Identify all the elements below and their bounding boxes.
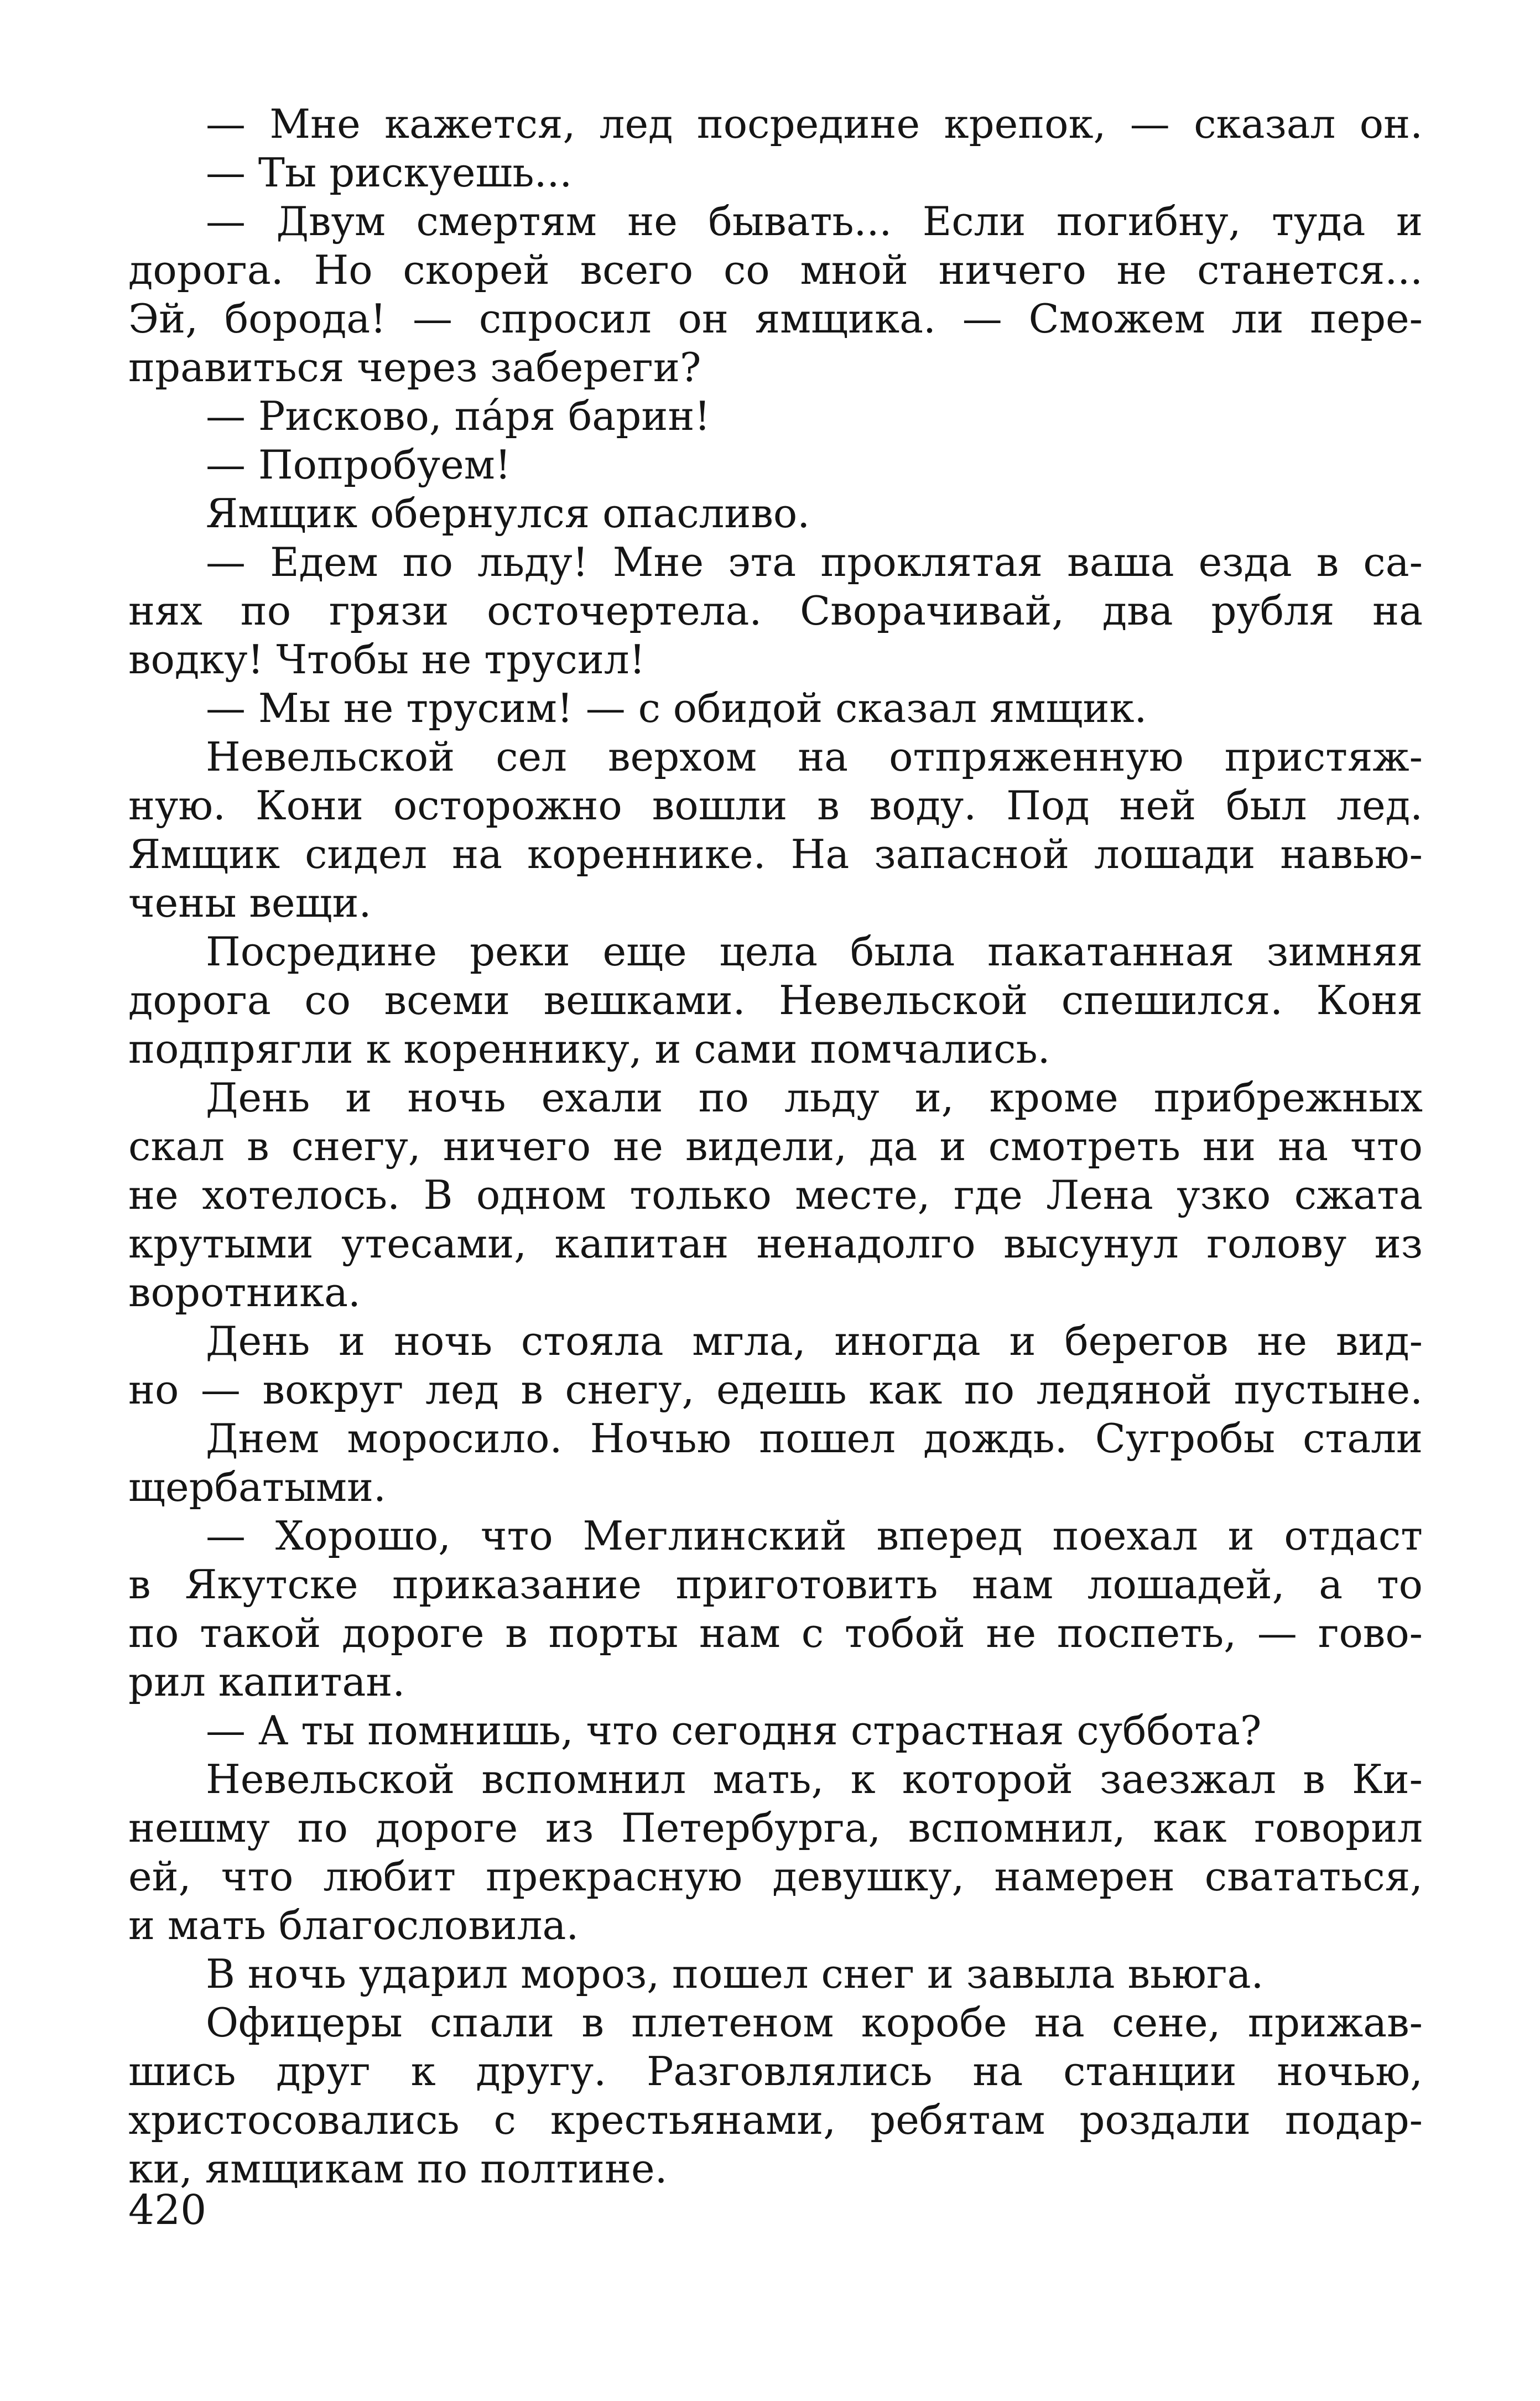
text-line: — Двум смертям не бывать... Если погибну, туда и: [206, 198, 1423, 245]
text-line: шись друг к другу. Разговлялись на станции ночью,: [128, 2048, 1423, 2095]
body-text: [128, 100, 1423, 2193]
text-line: но — вокруг лед в снегу, едешь как по ледяной пустыне.: [128, 1366, 1423, 1413]
text-line: Офицеры спали в плетеном коробе на сене, прижав-: [206, 1999, 1423, 2046]
text-line: — Ты рискуешь...: [206, 149, 573, 196]
text-line: дорога со всеми вешками. Невельской спешился. Коня: [128, 977, 1423, 1023]
text-line: — Рисково, пáря барин!: [206, 393, 711, 439]
text-line: ки, ямщикам по полтине.: [128, 2145, 668, 2192]
text-line: ей, что любит прекрасную девушку, намерен свататься,: [128, 1853, 1423, 1900]
text-line: скал в снегу, ничего не видели, да и смотреть ни на что: [128, 1123, 1423, 1170]
text-line: День и ночь ехали по льду и, кроме прибрежных: [206, 1074, 1423, 1121]
text-line: — Хорошо, что Меглинский вперед поехал и отдаст: [206, 1513, 1423, 1559]
text-line: нешму по дороге из Петербурга, вспомнил, как говорил: [128, 1805, 1423, 1851]
text-line: — А ты помнишь, что сегодня страстная суббота?: [206, 1707, 1262, 1754]
text-line: рил капитан.: [128, 1659, 405, 1705]
text-line: дорога. Но скорей всего со мной ничего не станется...: [128, 247, 1423, 293]
text-line: Ямщик сидел на кореннике. На запасной лошади навью-: [128, 831, 1423, 877]
text-line: и мать благословила.: [128, 1902, 579, 1948]
text-line: ную. Кони осторожно вошли в воду. Под ней был лед.: [128, 782, 1423, 829]
page-number: 420: [128, 2186, 207, 2234]
text-line: Посредине реки еще цела была пакатанная зимняя: [206, 928, 1423, 975]
text-line: Днем моросило. Ночью пошел дождь. Сугробы стали: [206, 1415, 1423, 1462]
text-line: в Якутске приказание приготовить нам лошадей, а то: [128, 1561, 1423, 1608]
text-line: по такой дороге в порты нам с тобой не поспеть, — гово-: [128, 1610, 1423, 1656]
text-line: Невельской сел верхом на отпряженную пристяж-: [206, 734, 1423, 780]
text-line: Невельской вспомнил мать, к которой заезжал в Ки-: [206, 1756, 1423, 1802]
text-line: — Попробуем!: [206, 441, 511, 488]
text-line: Ямщик обернулся опасливо.: [206, 490, 810, 537]
text-line: Эй, борода! — спросил он ямщика. — Сможем ли пере-: [128, 295, 1423, 342]
text-line: водку! Чтобы не трусил!: [128, 636, 646, 683]
text-line: В ночь ударил мороз, пошел снег и завыла вьюга.: [206, 1951, 1264, 1997]
text-line: — Мне кажется, лед посредине крепок, — сказал он.: [206, 101, 1423, 147]
text-line: — Едем по льду! Мне эта проклятая ваша езда в са-: [206, 539, 1423, 585]
text-line: День и ночь стояла мгла, иногда и берегов не вид-: [206, 1318, 1423, 1364]
text-line: правиться через забереги?: [128, 344, 701, 391]
text-line: крутыми утесами, капитан ненадолго высунул голову из: [128, 1220, 1423, 1267]
text-line: подпрягли к кореннику, и сами помчались.: [128, 1026, 1050, 1072]
text-line: нях по грязи осточертела. Сворачивай, два рубля на: [128, 588, 1423, 634]
text-line: христосовались с крестьянами, ребятам роздали подар-: [128, 2097, 1423, 2143]
text-line: — Мы не трусим! — с обидой сказал ямщик.: [206, 685, 1147, 731]
text-line: щербатыми.: [128, 1464, 386, 1510]
text-line: чены вещи.: [128, 880, 372, 926]
text-line: воротника.: [128, 1269, 361, 1316]
text-line: не хотелось. В одном только месте, где Лена узко сжата: [128, 1172, 1423, 1218]
